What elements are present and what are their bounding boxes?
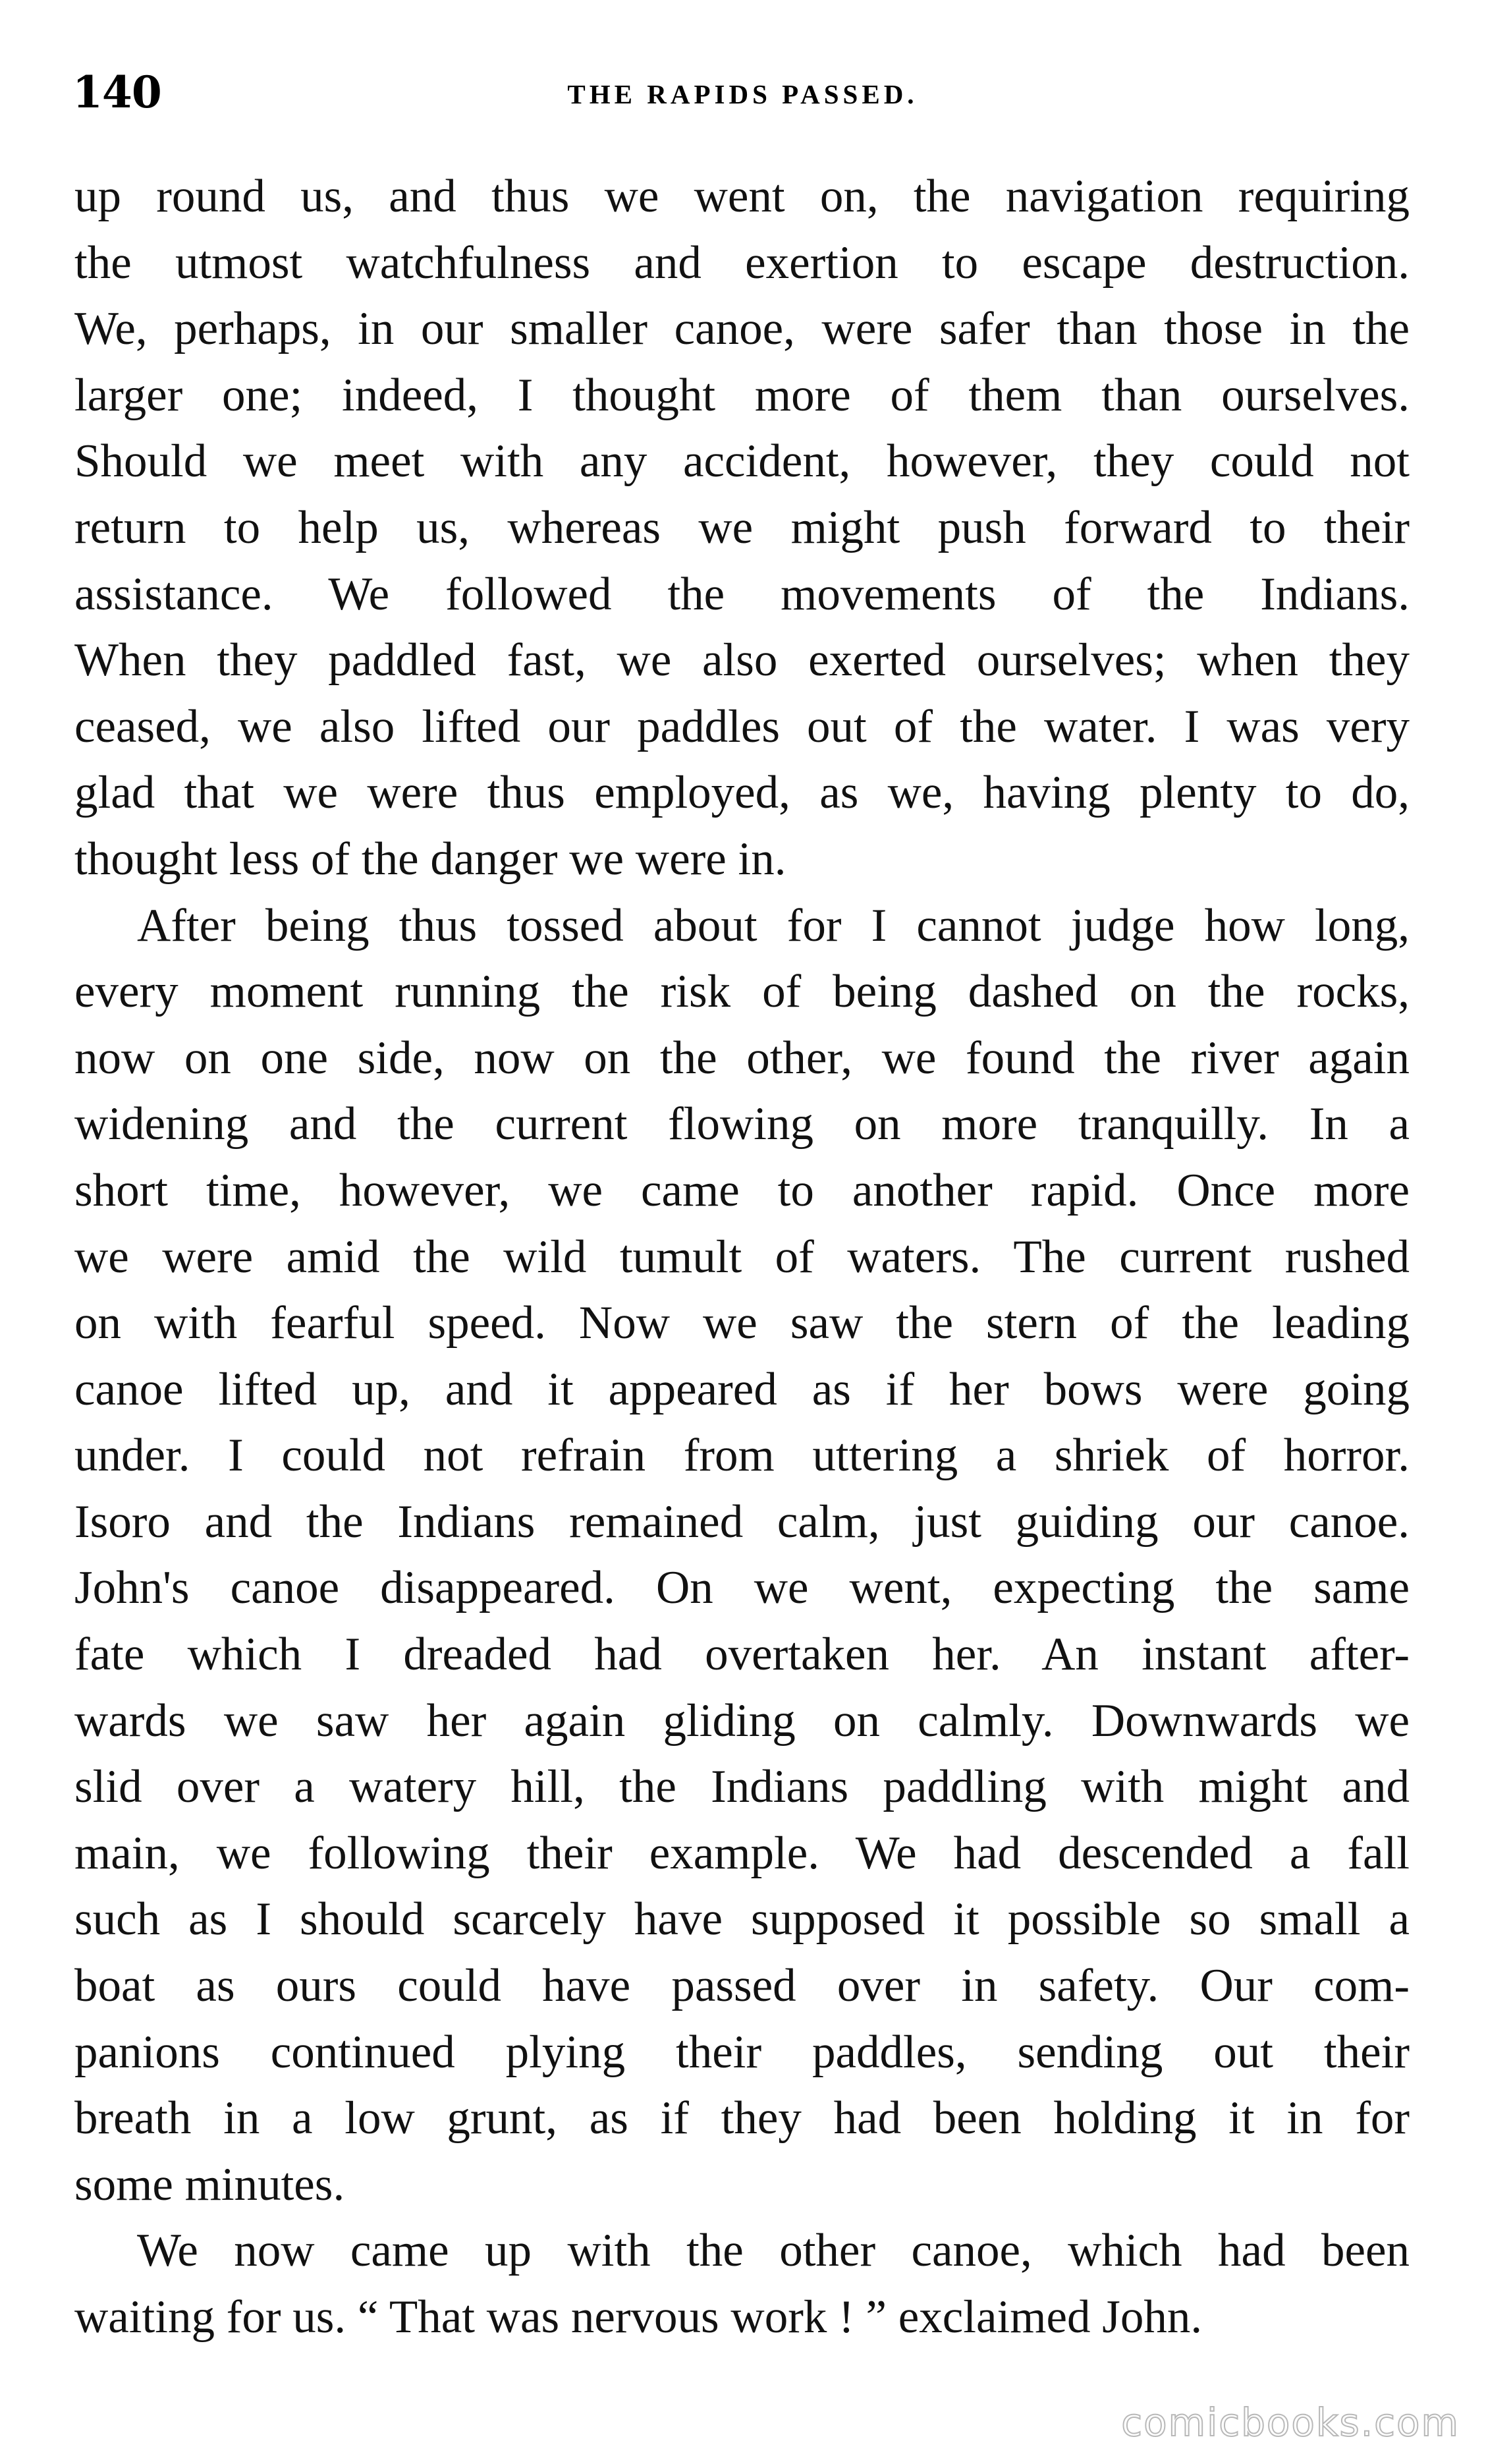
text-line: assistance. We followed the movements of the Indians.	[74, 568, 1410, 620]
text-line: We, perhaps, in our smaller canoe, were safer than those in the	[74, 303, 1410, 355]
text-line: waiting for us. “ That was nervous work ! ” exclaimed John.	[74, 2291, 1203, 2343]
text-line: After being thus tossed about for I cannot judge how long,	[137, 899, 1410, 951]
text-line: now on one side, now on the other, we found the river again	[74, 1032, 1410, 1084]
text-line: We now came up with the other canoe, which had been	[137, 2225, 1410, 2277]
text-line: breath in a low grunt, as if they had been holding it in for	[74, 2092, 1410, 2144]
text-line: Isoro and the Indians remained calm, just guiding our canoe.	[74, 1496, 1410, 1548]
text-line: we were amid the wild tumult of waters. The current rushed	[74, 1231, 1410, 1283]
text-line: such as I should scarcely have supposed it possible so small a	[74, 1893, 1410, 1946]
body-text	[74, 163, 1410, 2351]
text-line: some minutes.	[74, 2158, 345, 2210]
paragraph	[74, 2218, 1410, 2350]
text-line: main, we following their example. We had descended a fall	[74, 1827, 1410, 1879]
paragraph	[74, 163, 1410, 893]
text-line: on with fearful speed. Now we saw the stern of the leading	[74, 1297, 1410, 1349]
text-line: widening and the current flowing on more tranquilly. In a	[74, 1098, 1410, 1150]
text-line: up round us, and thus we went on, the navigation requiring	[74, 171, 1410, 222]
text-line: canoe lifted up, and it appeared as if her bows were going	[74, 1363, 1410, 1415]
text-line: wards we saw her again gliding on calmly. Downwards we	[74, 1694, 1410, 1747]
text-line: glad that we were thus employed, as we, having plenty to do,	[74, 767, 1410, 819]
paragraph	[74, 893, 1410, 2218]
text-line: ceased, we also lifted our paddles out of the water. I was very	[74, 700, 1410, 752]
text-line: John's canoe disappeared. On we went, expecting the same	[74, 1562, 1410, 1614]
text-line: larger one; indeed, I thought more of them than ourselves.	[74, 369, 1410, 421]
page-number: 140	[72, 67, 161, 118]
watermark: comicbooks.com	[1121, 2400, 1460, 2445]
text-line: thought less of the danger we were in.	[74, 833, 786, 885]
text-line: under. I could not refrain from uttering a shriek of horror.	[74, 1430, 1410, 1482]
text-line: return to help us, whereas we might push forward to their	[74, 501, 1410, 553]
text-line: the utmost watchfulness and exertion to escape destruction.	[74, 237, 1410, 289]
text-line: panions continued plying their paddles, sending out their	[74, 2026, 1410, 2078]
text-line: boat as ours could have passed over in safety. Our com-	[74, 1960, 1410, 2012]
text-line: When they paddled fast, we also exerted ourselves; when they	[74, 634, 1410, 686]
text-line: every moment running the risk of being dashed on the rocks,	[74, 966, 1410, 1018]
text-line: short time, however, we came to another rapid. Once more	[74, 1164, 1410, 1216]
page-header	[72, 63, 1413, 122]
text-line: Should we meet with any accident, however, they could not	[74, 435, 1410, 488]
text-line: fate which I dreaded had overtaken her. An instant after-	[74, 1629, 1410, 1681]
running-head: THE RAPIDS PASSED.	[567, 79, 918, 109]
text-line: slid over a watery hill, the Indians paddling with might and	[74, 1761, 1410, 1813]
